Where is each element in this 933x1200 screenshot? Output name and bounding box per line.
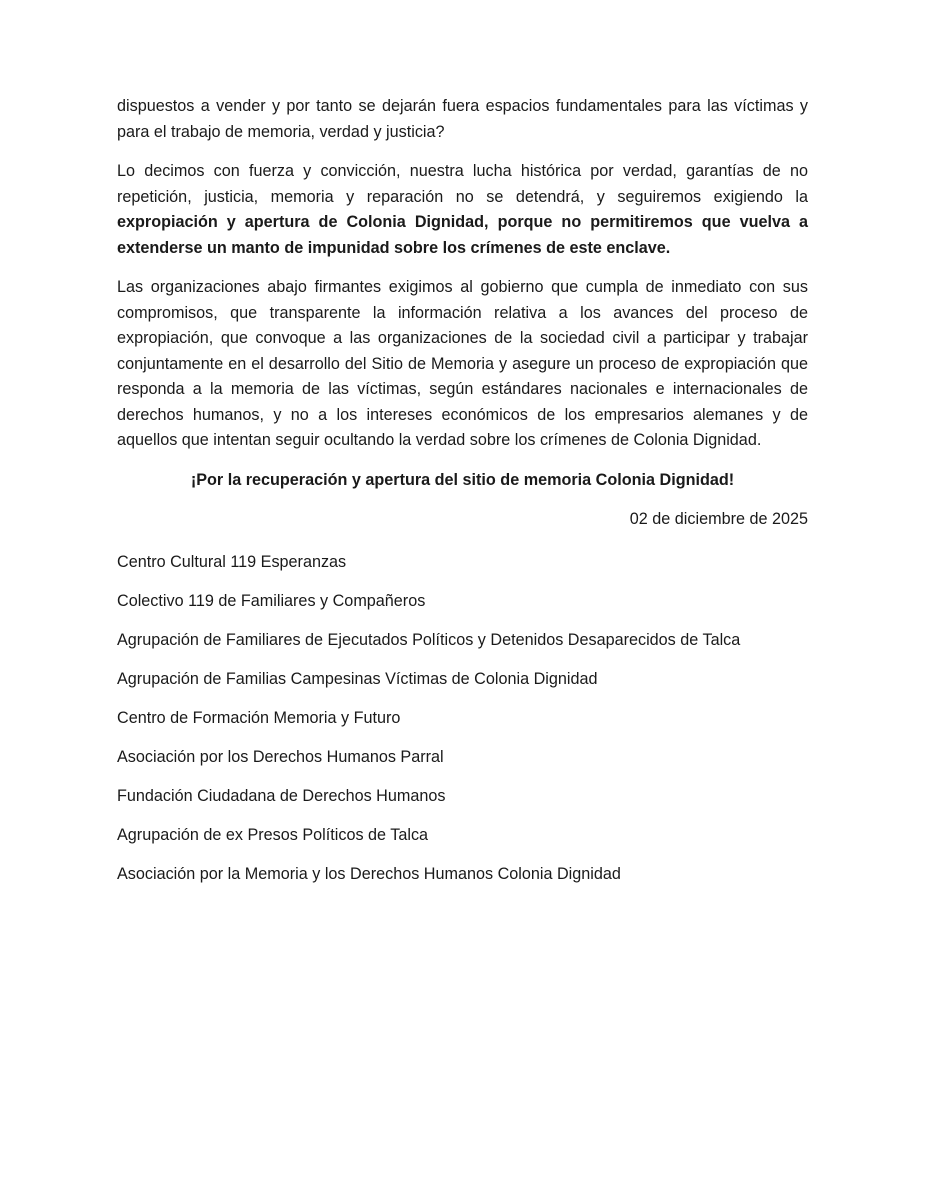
signatory-item: Centro de Formación Memoria y Futuro <box>117 708 401 727</box>
signatory-item: Colectivo 119 de Familiares y Compañeros <box>117 591 426 610</box>
closing-slogan: ¡Por la recuperación y apertura del sitio de memoria Colonia Dignidad! <box>190 470 735 489</box>
signatory-item: Agrupación de Familias Campesinas Víctimas de Colonia Dignidad <box>117 669 598 688</box>
paragraph-organizations: Las organizaciones abajo firmantes exigimos al gobierno que cumpla de inmediato con sus compromisos, que transparente la información relativa a los avances del proceso de expropiación, que convoque a las organizaciones de la sociedad civil a participar y trabajar conjuntamente en el desarrollo del Sitio de Memoria y asegure un proceso de expropiación que responda a la memoria de las víctimas, según estándares nacionales e internacionales de derechos humanos, y no a los intereses económicos de los empresarios alemanes y de aquellos que intentan seguir ocultando la verdad sobre los crímenes de Colonia Dignidad. <box>117 278 808 449</box>
paragraph-demand <box>117 159 808 261</box>
signatory-item: Agrupación de Familiares de Ejecutados Políticos y Detenidos Desaparecidos de Talca <box>117 630 741 649</box>
paragraph-continuation: dispuestos a vender y por tanto se dejarán fuera espacios fundamentales para las víctimas y para el trabajo de memoria, verdad y justicia? <box>117 97 808 141</box>
signatory-item: Agrupación de ex Presos Políticos de Talca <box>117 825 429 844</box>
paragraph-demand-text: Lo decimos con fuerza y convicción, nuestra lucha histórica por verdad, garantías de no repetición, justicia, memoria y reparación no se detendrá, y seguiremos exigiendo la <box>117 162 808 206</box>
signatory-item: Fundación Ciudadana de Derechos Humanos <box>117 786 446 805</box>
paragraph-demand-bold: expropiación y apertura de Colonia Dignidad, porque no permitiremos que vuelva a extenderse un manto de impunidad sobre los crímenes de este enclave. <box>117 213 808 257</box>
document-date: 02 de diciembre de 2025 <box>629 509 808 528</box>
signatory-item: Asociación por la Memoria y los Derechos Humanos Colonia Dignidad <box>117 864 621 883</box>
signatory-item: Centro Cultural 119 Esperanzas <box>117 552 347 571</box>
signatory-item: Asociación por los Derechos Humanos Parral <box>117 747 444 766</box>
signatories-list <box>117 550 808 887</box>
